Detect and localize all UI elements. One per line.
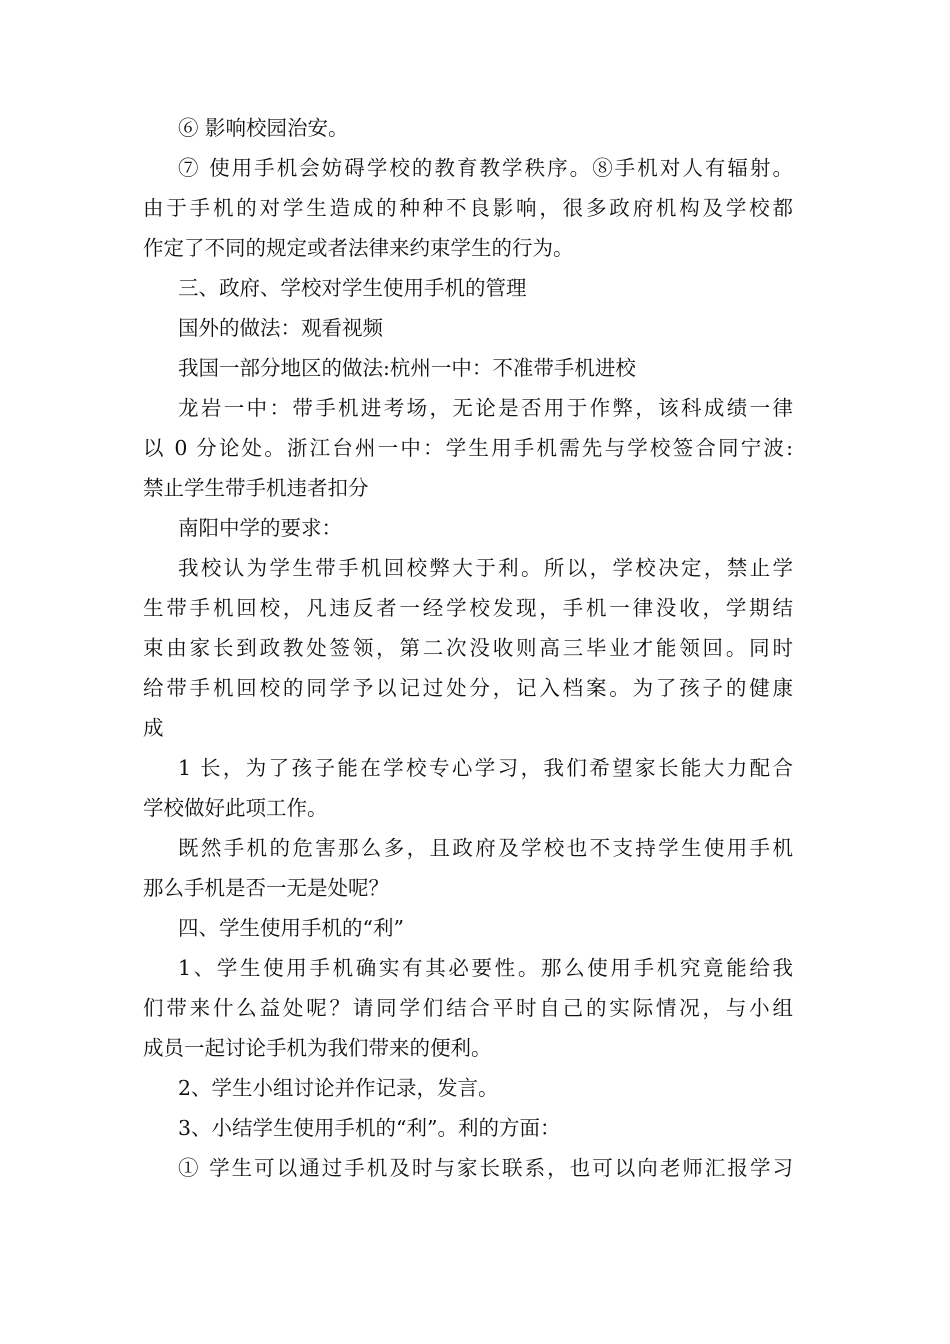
text-line: 1 长，为了孩子能在学校专心学习，我们希望家长能大力配合 (178, 756, 793, 780)
text-line: 我校认为学生带手机回校弊大于利。所以，学校决定，禁止学 (178, 556, 793, 580)
text-line: 那么手机是否一无是处呢？ (143, 876, 389, 900)
text-line: 们带来什么益处呢？请同学们结合平时自己的实际情况，与小组 (143, 996, 793, 1020)
text-line: 禁止学生带手机违者扣分 (143, 476, 369, 500)
text-line: 以 0 分论处。浙江台州一中：学生用手机需先与学校签合同宁波: (143, 436, 793, 460)
text-line: 学校做好此项工作。 (143, 796, 328, 820)
text-line: 我国一部分地区的做法:杭州一中：不准带手机进校 (178, 356, 636, 380)
text-line: ⑦ 使用手机会妨碍学校的教育教学秩序。⑧手机对人有辐射。 (178, 156, 793, 180)
text-line: 成 (143, 716, 164, 740)
text-line: 三、政府、学校对学生使用手机的管理 (178, 276, 527, 300)
text-line: 3、小结学生使用手机的“利”。利的方面： (178, 1116, 561, 1140)
text-line: 1、学生使用手机确实有其必要性。那么使用手机究竟能给我 (178, 956, 793, 980)
text-line: ① 学生可以通过手机及时与家长联系，也可以向老师汇报学习 (178, 1156, 793, 1180)
text-line: 龙岩一中：带手机进考场，无论是否用于作弊，该科成绩一律 (178, 396, 793, 420)
text-line: 成员一起讨论手机为我们带来的便利。 (143, 1036, 492, 1060)
text-line: 给带手机回校的同学予以记过处分，记入档案。为了孩子的健康 (143, 676, 793, 700)
text-line: 由于手机的对学生造成的种种不良影响，很多政府机构及学校都 (143, 196, 793, 220)
text-line: ⑥ 影响校园治安。 (178, 116, 349, 140)
text-line: 既然手机的危害那么多，且政府及学校也不支持学生使用手机 (178, 836, 793, 860)
text-line: 作定了不同的规定或者法律来约束学生的行为。 (143, 236, 574, 260)
document-body (143, 108, 793, 1188)
text-line: 四、学生使用手机的“利” (178, 916, 404, 940)
text-line: 南阳中学的要求： (178, 516, 342, 540)
text-line: 束由家长到政教处签领，第二次没收则高三毕业才能领回。同时 (143, 636, 793, 660)
text-line: 2、学生小组讨论并作记录，发言。 (178, 1076, 499, 1100)
text-line: 国外的做法：观看视频 (178, 316, 383, 340)
text-line: 生带手机回校，凡违反者一经学校发现，手机一律没收，学期结 (143, 596, 793, 620)
